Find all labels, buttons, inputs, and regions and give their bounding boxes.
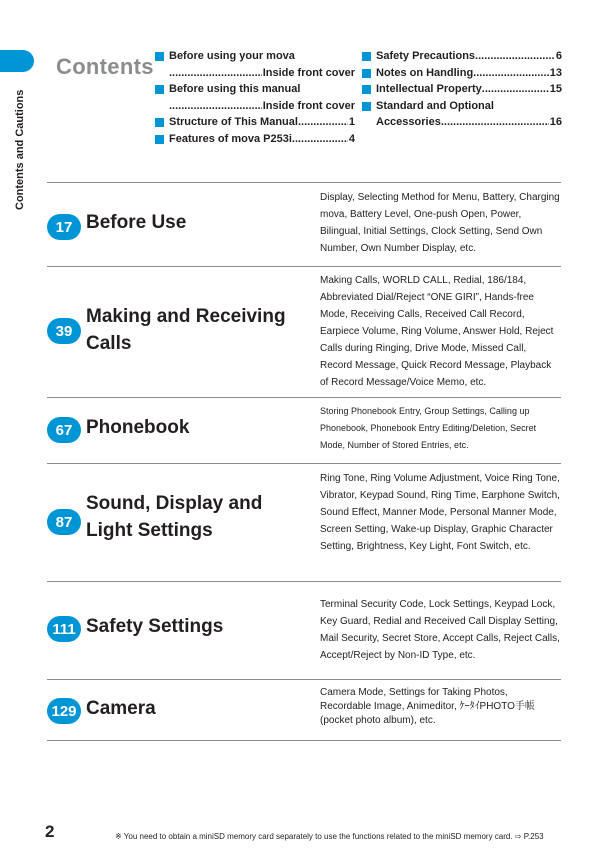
page-number-bubble: 129: [47, 698, 81, 724]
section-description: Ring Tone, Ring Volume Adjustment, Voice Ring Tone, Vibrator, Keypad Sound, Ring Time, Earphone Switch, Sound Effect, Manner Mode, Personal Manner Mode, Screen Setting, Wake-up Display, Graphic Character Setting, Brightness, Key Light, Font Switch, etc.: [320, 473, 560, 552]
section-phonebook[interactable]: [47, 397, 561, 463]
section-camera[interactable]: [47, 679, 561, 740]
section-title: Phonebook: [86, 417, 190, 438]
blue-square-bullet-icon: [362, 52, 371, 61]
section-before-use[interactable]: [47, 182, 561, 265]
blue-square-bullet-icon: [155, 52, 164, 61]
blue-square-bullet-icon: [362, 69, 371, 78]
blue-square-bullet-icon: [155, 135, 164, 144]
section-description: Making Calls, WORLD CALL, Redial, 186/184, Abbreviated Dial/Reject “ONE GIRI”, Hands-free Mode, Receiving Calls, Received Call Record, Earpiece Volume, Ring Volume, Answer Hold, Reject Calls during Ringing, Drive Mode, Missed Call, Record Message, Quick Record Message, Playback of Record Message/Voice Memo, etc.: [320, 275, 554, 388]
blue-square-bullet-icon: [362, 85, 371, 94]
section-title: Safety Settings: [86, 616, 224, 637]
section-safety-settings[interactable]: [47, 581, 561, 678]
toc-item[interactable]: Before using your mova ..... Inside front cover: [155, 48, 355, 81]
toc-item[interactable]: Before using this manual ..... Inside front cover: [155, 81, 355, 114]
section-description: Display, Selecting Method for Menu, Battery, Charging mova, Battery Level, One-push Open, Power, Bilingual, Initial Settings, Clock Setting, Send Own Number, Own Number Display, etc.: [320, 192, 560, 254]
section-description: Camera Mode, Settings for Taking Photos, Recordable Image, Animeditor, ｹｰﾀｲPHOTO手帳 (pocket photo album), etc.: [320, 687, 535, 726]
section-description: Terminal Security Code, Lock Settings, Keypad Lock, Key Guard, Redial and Received Call Display Setting, Mail Security, Secret Store, Accept Calls, Reject Calls, Accept/Reject by Non-ID Type, etc.: [320, 599, 560, 661]
toc-column-left: [155, 48, 355, 147]
blue-square-bullet-icon: [155, 85, 164, 94]
section-title: Sound, Display and Light Settings: [86, 493, 263, 541]
contents-title: Contents: [56, 54, 154, 79]
page-number-bubble: 111: [47, 616, 81, 642]
section-making-receiving-calls[interactable]: [47, 266, 561, 395]
toc-item[interactable]: Structure of This Manual ..... 1: [155, 114, 355, 131]
page-number-bubble: 87: [47, 509, 81, 535]
section-title: Making and Receiving Calls: [86, 306, 286, 354]
section-title: Before Use: [86, 212, 187, 233]
blue-square-bullet-icon: [362, 102, 371, 111]
page-number: 2: [45, 822, 55, 841]
toc-item[interactable]: Intellectual Property ..... 15: [362, 81, 562, 98]
section-title: Camera: [86, 698, 156, 719]
blue-square-bullet-icon: [155, 118, 164, 127]
page-number-bubble: 39: [47, 318, 81, 344]
toc-item[interactable]: Features of mova P253i ..... 4: [155, 131, 355, 148]
toc-column-right: [362, 48, 562, 131]
section-description: Storing Phonebook Entry, Group Settings, Calling up Phonebook, Phonebook Entry Editing/Deletion, Secret Mode, Number of Stored Entries, etc.: [320, 406, 537, 450]
toc-item[interactable]: Standard and Optional Accessories ..... 16: [362, 98, 562, 131]
page-number-bubble: 67: [47, 417, 81, 443]
toc-item[interactable]: Notes on Handling ..... 13: [362, 65, 562, 82]
bottom-divider: [47, 740, 561, 741]
side-tab-marker: [0, 50, 34, 72]
side-label: Contents and Cautions: [14, 89, 26, 210]
page-number-bubble: 17: [47, 214, 81, 240]
section-sound-display-light[interactable]: [47, 463, 561, 579]
toc-item[interactable]: Safety Precautions ..... 6: [362, 48, 562, 65]
footnote: ※ You need to obtain a miniSD memory card separately to use the functions related to the miniSD memory card. ⇨ P.253: [115, 832, 544, 841]
